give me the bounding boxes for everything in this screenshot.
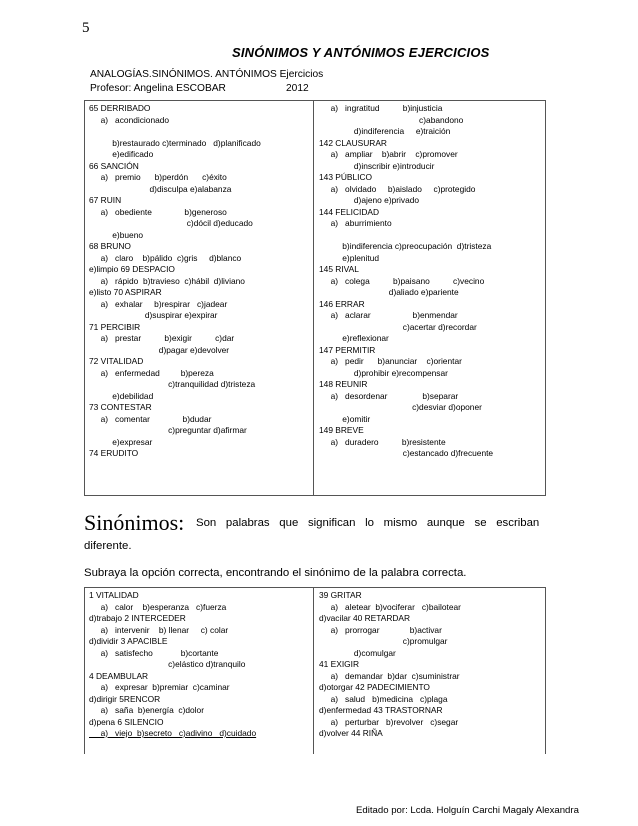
exercise-line: a) acondicionado	[89, 114, 170, 125]
exercise-line: a) salud b)medicina c)plaga	[319, 693, 448, 704]
exercise-line: 4 DEAMBULAR	[89, 670, 149, 681]
exercise-line: d)ajeno e)privado	[319, 195, 420, 205]
exercise-line: 71 PERCIBIR	[89, 321, 141, 332]
exercise-line: 65 DERRIBADO	[89, 103, 151, 113]
exercise-line: 67 RUIN	[89, 195, 122, 205]
exercise-line: e)edificado	[89, 149, 154, 159]
exercise-line: c)abandono	[319, 114, 464, 125]
exercise-line: e)reflexionar	[319, 333, 389, 343]
exercise-line	[89, 126, 309, 138]
exercise-line: a) claro b)pálido c)gris d)blanco	[89, 252, 242, 263]
exercise-line: d)inscribir e)introducir	[319, 160, 435, 171]
exercise-line: d)pena 6 SILENCIO	[89, 716, 164, 727]
exercise-line: a) calor b)esperanza c)fuerza	[89, 601, 227, 612]
exercise-line: d)suspirar e)expirar	[89, 310, 218, 320]
exercise-line: 72 VITALIDAD	[89, 356, 144, 366]
exercise-line: a) exhalar b)respirar c)jadear	[89, 298, 228, 309]
exercise-line: 142 CLAUSURAR	[319, 137, 387, 148]
exercise-line: a) duradero b)resistente	[319, 436, 446, 447]
exercise-line: d)disculpa e)alabanza	[89, 183, 232, 194]
exercise-line: d)otorgar 42 PADECIMIENTO	[319, 682, 430, 692]
exercise-line: e)expresar	[89, 436, 153, 447]
exercise-line: a) saña b)energía c)dolor	[89, 705, 204, 715]
exercise-line: a) olvidado b)aislado c)protegido	[319, 183, 476, 194]
exercise-line: a) aburrimiento	[319, 218, 392, 228]
subheader-line: ANALOGÍAS.SINÓNIMOS. ANTÓNIMOS Ejercicios	[90, 69, 324, 80]
exercise-line: a) rápido b)travieso c)hábil d)liviano	[89, 275, 245, 286]
exercise-line: b)indiferencia c)preocupación d)tristeza	[319, 241, 492, 251]
exercise-line: a) comentar b)dudar	[89, 413, 212, 424]
exercise-line: 145 RIVAL	[319, 264, 359, 274]
exercise-line: a) expresar b)premiar c)caminar	[89, 682, 230, 692]
exercise-line: c)elástico d)tranquilo	[89, 659, 246, 669]
exercise-line: 66 SANCIÓN	[89, 160, 139, 171]
exercise-line: a) viejo b)secreto c)adivino d)cuidado	[89, 728, 257, 738]
exercise-line: a) premio b)perdón c)éxito	[89, 172, 227, 182]
year: 2012	[286, 83, 309, 94]
exercise-line: a) intervenir b) llenar c) colar	[89, 624, 229, 635]
exercise-line: e)omitir	[319, 413, 371, 424]
exercise-line: c)promulgar	[319, 636, 448, 646]
exercise-line: a) ampliar b)abrir c)promover	[319, 149, 458, 159]
column-right	[315, 101, 545, 495]
exercise-line: a) satisfecho b)cortante	[89, 647, 219, 658]
column-left	[85, 101, 314, 495]
exercise-line: e)plenitud	[319, 252, 380, 263]
exercise-line: a) desordenar b)separar	[319, 390, 459, 401]
exercise-line: a) prorrogar b)activar	[319, 624, 442, 635]
exercise-line: d)volver 44 RIÑA	[319, 728, 383, 738]
exercise-line: a) perturbar b)revolver c)segar	[319, 716, 459, 727]
section-heading: Sinónimos:	[84, 510, 185, 535]
page-number: 5	[82, 20, 90, 36]
exercise-line: 74 ERUDITO	[89, 448, 139, 458]
exercise-line: 143 PÚBLICO	[319, 172, 373, 182]
exercise-line: c)preguntar d)afirmar	[89, 425, 247, 435]
exercise-line: 73 CONTESTAR	[89, 402, 152, 412]
exercise-box-antonyms	[84, 100, 546, 496]
exercise-line: 149 BREVE	[319, 425, 364, 435]
instruction-text: Subraya la opción correcta, encontrando el sinónimo de la palabra correcta.	[84, 567, 467, 579]
column-right	[315, 588, 545, 754]
subheader	[90, 68, 323, 96]
exercise-line: d)comulgar	[319, 647, 396, 658]
exercise-line: d)vacilar 40 RETARDAR	[319, 613, 411, 623]
footer-credit: Editado por: Lcda. Holguín Carchi Magaly Alexandra	[356, 805, 579, 816]
exercise-line: 146 ERRAR	[319, 298, 365, 309]
exercise-line: d)trabajo 2 INTERCEDER	[89, 613, 186, 623]
exercise-line: a) pedir b)anunciar c)orientar	[319, 356, 462, 366]
exercise-line: a) aletear b)vociferar c)bailotear	[319, 601, 461, 612]
exercise-line: d)aliado e)pariente	[319, 287, 459, 297]
exercise-line: a) prestar b)exigir c)dar	[89, 333, 235, 343]
professor-line	[90, 82, 323, 96]
exercise-line: e)limpio 69 DESPACIO	[89, 264, 175, 274]
exercise-line: b)restaurado c)terminado d)planificado	[89, 137, 261, 148]
exercise-line: a) aclarar b)enmendar	[319, 310, 458, 320]
exercise-line: c)estancado d)frecuente	[319, 448, 494, 458]
column-lines	[85, 588, 313, 740]
definition-text: Son palabras que significan lo mismo aunque se escriban	[196, 517, 540, 529]
exercise-line: d)indiferencia e)traición	[319, 126, 451, 136]
exercise-line: d)dividir 3 APACIBLE	[89, 636, 168, 646]
exercise-box-synonyms	[84, 587, 546, 754]
exercise-line: 1 VITALIDAD	[89, 590, 139, 600]
definition-text-continued: diferente.	[84, 540, 132, 552]
exercise-line: 147 PERMITIR	[319, 344, 376, 355]
exercise-line: c)desviar d)oponer	[319, 402, 482, 412]
exercise-line: 148 REUNIR	[319, 379, 368, 389]
column-lines	[315, 101, 545, 460]
exercise-line: a) colega b)paisano c)vecino	[319, 275, 485, 286]
exercise-line: 39 GRITAR	[319, 590, 362, 600]
exercise-line: a) demandar b)dar c)suministrar	[319, 670, 460, 681]
column-lines	[315, 588, 545, 740]
exercise-line: e)debilidad	[89, 390, 154, 401]
page-title: SINÓNIMOS Y ANTÓNIMOS EJERCICIOS	[232, 45, 490, 60]
exercise-line: 68 BRUNO	[89, 241, 131, 251]
exercise-line: a) obediente b)generoso	[89, 206, 227, 217]
exercise-line: e)listo 70 ASPIRAR	[89, 287, 162, 297]
exercise-line: c)dócil d)educado	[89, 218, 253, 228]
exercise-line: a) enfermedad b)pereza	[89, 367, 214, 378]
exercise-line: 144 FELICIDAD	[319, 206, 380, 217]
exercise-line: d)dirigir 5RENCOR	[89, 693, 161, 704]
column-lines	[85, 101, 313, 460]
exercise-line: d)pagar e)devolver	[89, 344, 230, 355]
exercise-line: d)prohibir e)recompensar	[319, 367, 448, 378]
exercise-line: e)bueno	[89, 229, 144, 240]
exercise-line: c)acertar d)recordar	[319, 321, 477, 332]
exercise-line: d)enfermedad 43 TRASTORNAR	[319, 705, 443, 715]
exercise-line: 41 EXIGIR	[319, 659, 360, 669]
exercise-line: c)tranquilidad d)tristeza	[89, 379, 256, 389]
exercise-line	[319, 230, 541, 242]
professor-name: Profesor: Angelina ESCOBAR	[90, 83, 226, 94]
exercise-line: a) ingratitud b)injusticia	[319, 103, 443, 113]
column-left	[85, 588, 314, 754]
